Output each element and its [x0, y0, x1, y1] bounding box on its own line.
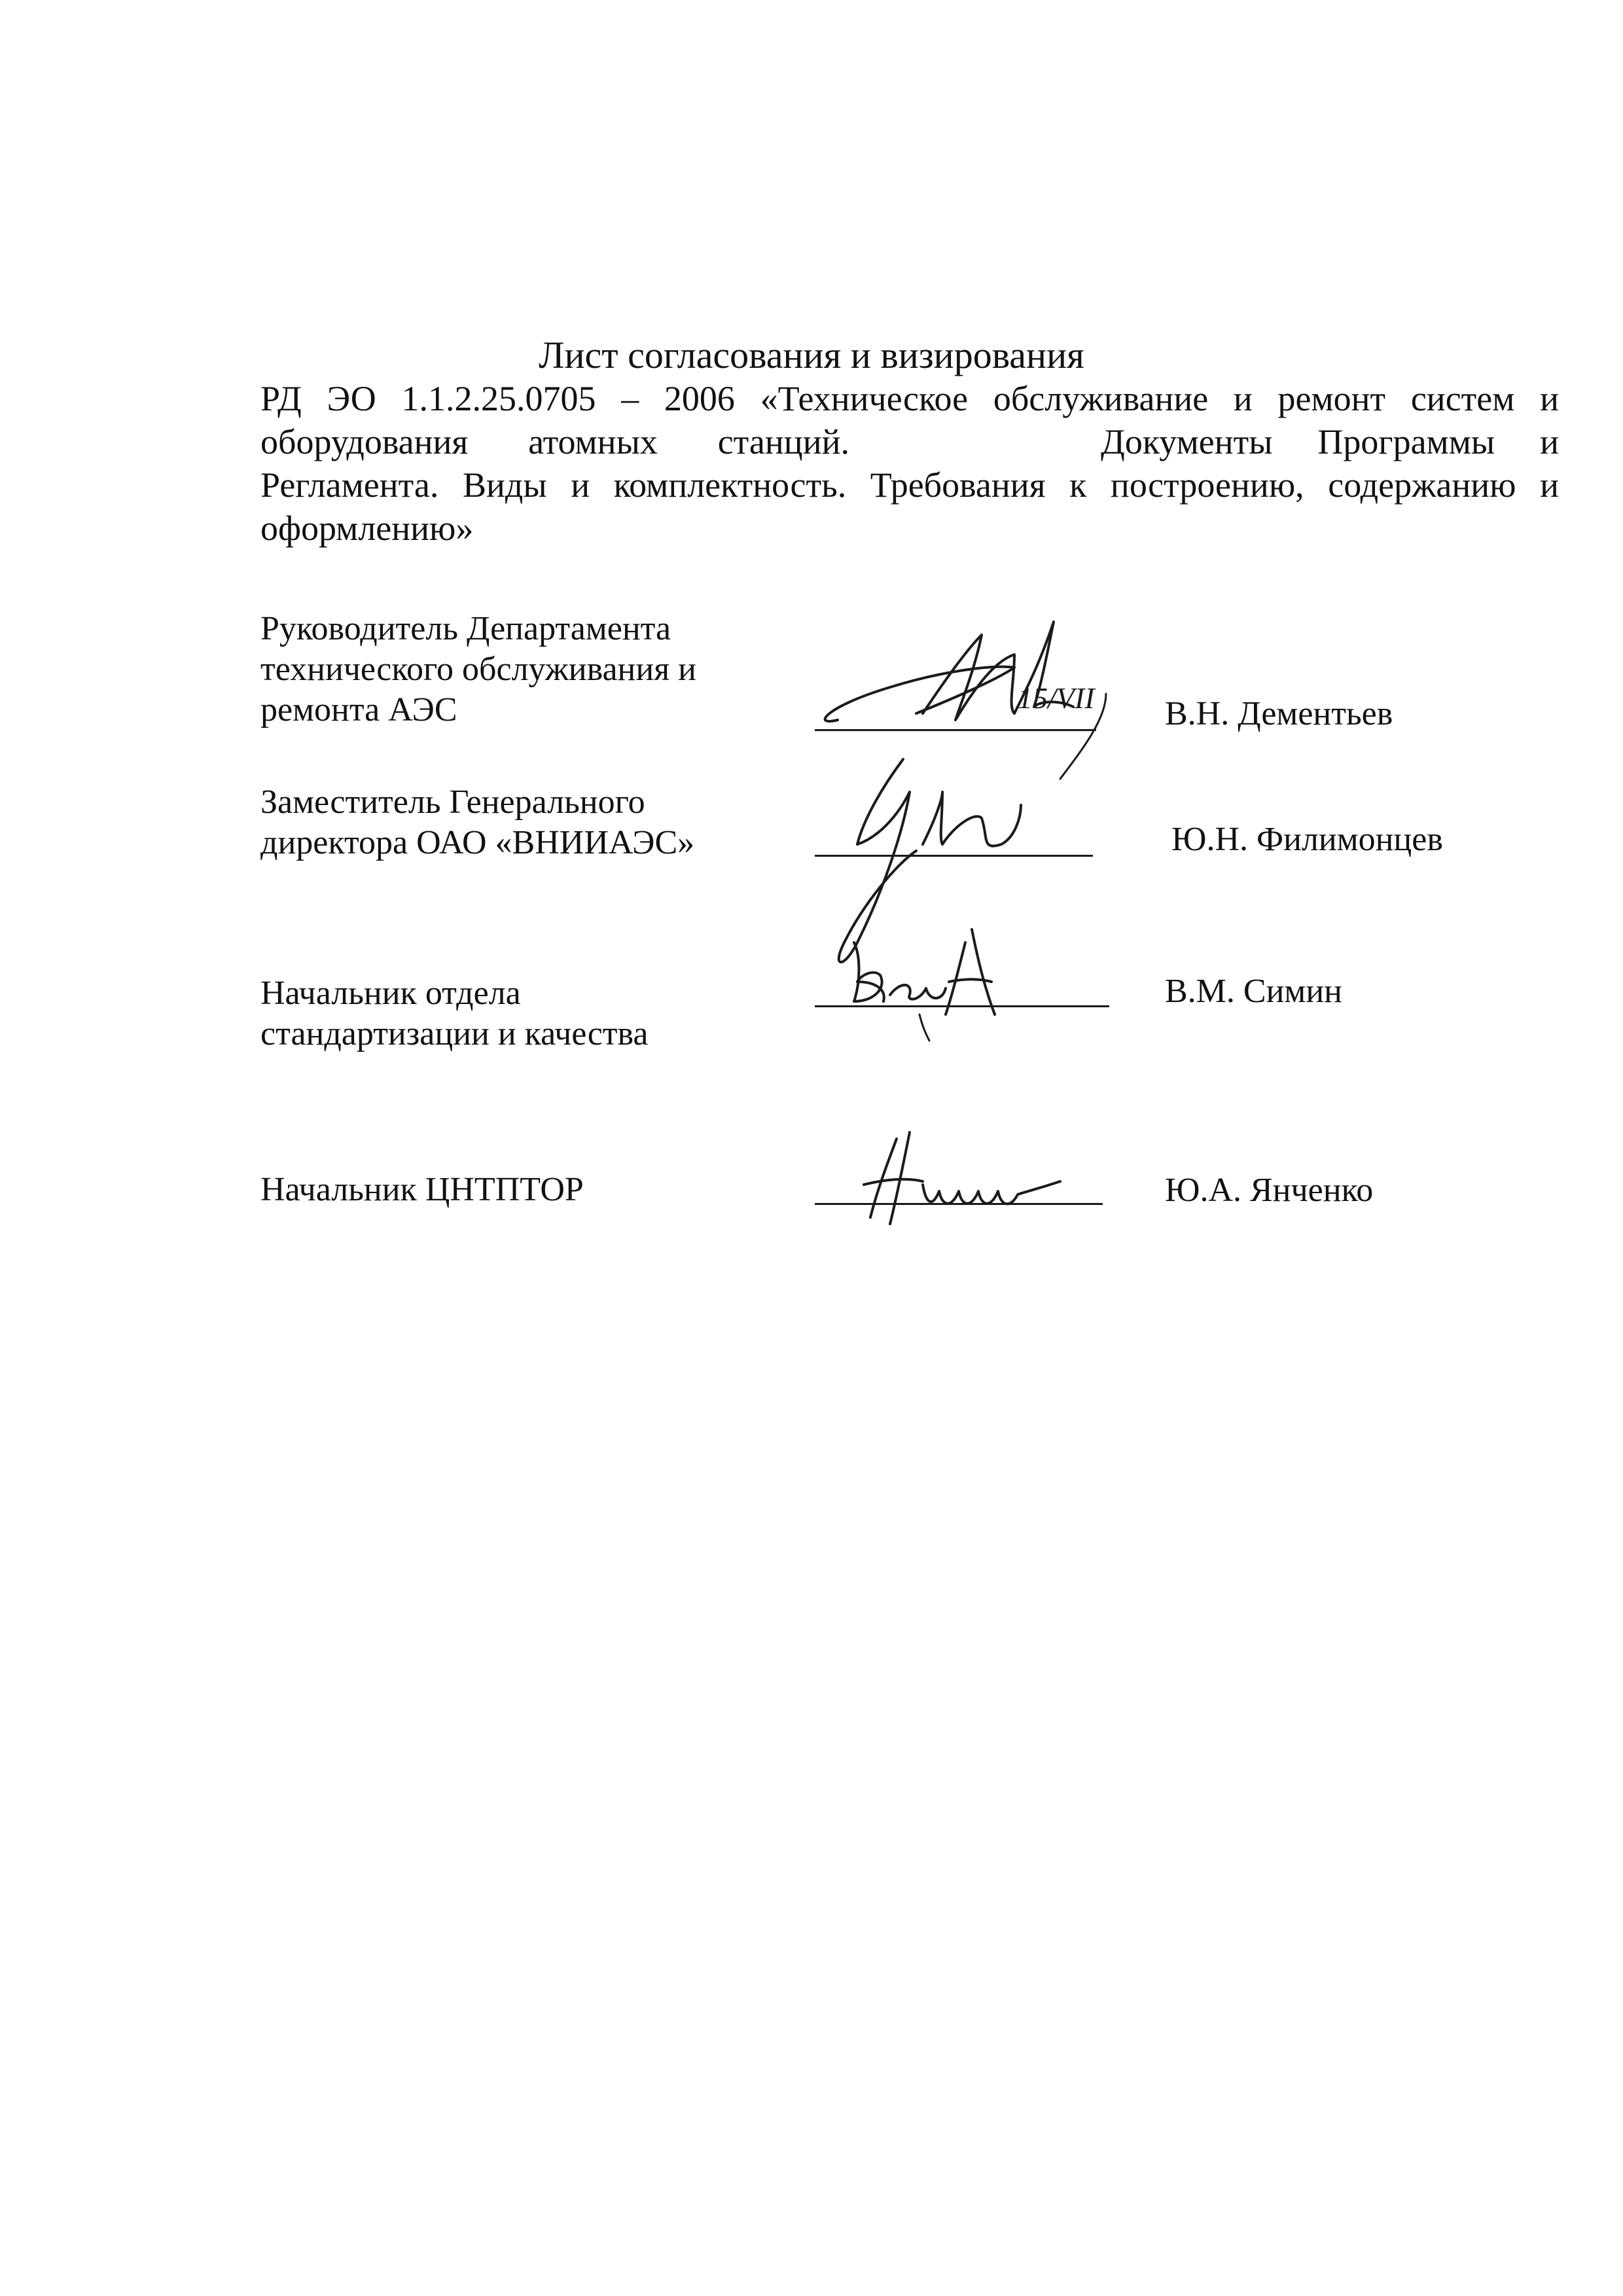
subject-line-split [260, 420, 1559, 463]
signatory-name: В.Н. Дементьев [1165, 695, 1393, 732]
subject-line: РД ЭО 1.1.2.25.0705 – 2006 «Техническое обслуживание и ремонт систем и [260, 379, 1559, 418]
role-line: стандартизации и качества [260, 1015, 649, 1052]
signatory-role [260, 609, 696, 730]
signatory-role [260, 973, 648, 1054]
signature-yanchenko [825, 1126, 1099, 1230]
subject-line: Регламента. Виды и комплектность. Требования к построению, содержанию и [260, 465, 1559, 505]
page-title: Лист согласования и визирования [539, 334, 1084, 376]
role-line: ремонта АЭС [260, 691, 457, 728]
signatory-name: Ю.Н. Филимонцев [1171, 821, 1443, 858]
role-line: Начальник отдела [260, 975, 521, 1012]
role-line: Начальник ЦНТПТОР [260, 1171, 584, 1208]
subject-line-left: оборудования атомных станций. [260, 422, 849, 461]
signatory-role [260, 1170, 584, 1210]
signature-date: 15/VII [1018, 681, 1095, 715]
role-line: технического обслуживания и [260, 651, 696, 688]
signatory-role [260, 782, 694, 863]
role-line: Руководитель Департамента [260, 610, 671, 647]
signatory-name: Ю.А. Янченко [1165, 1172, 1374, 1209]
signatory-name: В.М. Симин [1165, 973, 1342, 1010]
role-line: Заместитель Генерального [260, 783, 645, 821]
signature-simin [815, 916, 1037, 1047]
subject-line-right: Документы Программы и [1101, 422, 1559, 461]
role-line: директора ОАО «ВНИИАЭС» [260, 824, 695, 861]
document-subject [260, 377, 1559, 550]
subject-line: оформлению» [260, 509, 474, 548]
